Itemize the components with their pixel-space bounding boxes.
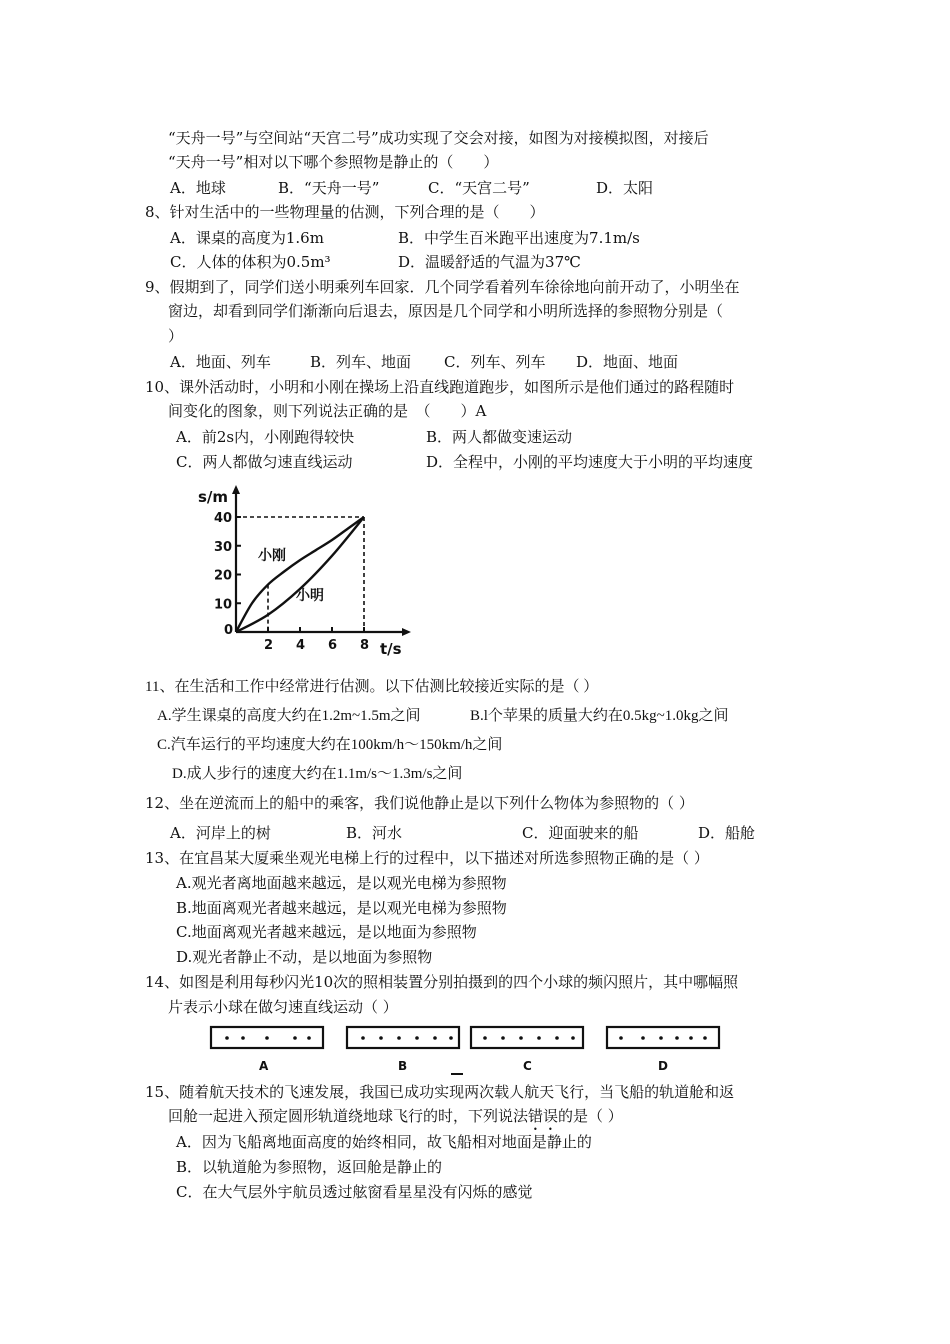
y-axis-label: s/m bbox=[198, 488, 229, 506]
ball-dot bbox=[675, 1036, 679, 1040]
q11-option-d: D.成人步行的速度大约在1.1m/s～1.3m/s之间 bbox=[172, 766, 463, 782]
ball-dot bbox=[225, 1036, 229, 1040]
q9-stem-line1: 9、假期到了，同学们送小明乘列车回家．几个同学看着列车徐徐地向前开动了，小明坐在 bbox=[145, 278, 740, 296]
strobe-photos-figure bbox=[205, 1022, 730, 1078]
q15-stem-line2-pre: 回舱一起进入预定圆形轨道绕地球飞行的时，下列说法 bbox=[168, 1107, 529, 1125]
y-tick-label: 30 bbox=[214, 539, 233, 555]
series-label-xiaogang: 小刚 bbox=[258, 548, 286, 564]
ball-dot bbox=[571, 1036, 575, 1040]
q10-stem-line2: 间变化的图象，则下列说法正确的是 （ ）A bbox=[168, 402, 487, 420]
x-tick-label: 8 bbox=[360, 638, 370, 653]
photo-c-label: C bbox=[523, 1059, 532, 1073]
q10-stem-line1: 10、课外活动时，小明和小刚在操场上沿直线跑道跑步，如图所示是他们通过的路程随时 bbox=[145, 378, 735, 396]
q13-option-a: A.观光者离地面越来越远，是以观光电梯为参照物 bbox=[176, 874, 507, 892]
q12-option-a: A．河岸上的树 bbox=[170, 824, 271, 842]
ball-dot bbox=[689, 1036, 693, 1040]
x-tick-label: 6 bbox=[328, 638, 338, 653]
q7-option-c: C．“天宫二号” bbox=[428, 179, 530, 197]
q7-stem-line1: “天舟一号”与空间站“天宫二号”成功实现了交会对接，如图为对接模拟图，对接后 bbox=[168, 129, 709, 147]
q9-option-c: C．列车、列车 bbox=[444, 353, 546, 371]
q7-option-d: D．太阳 bbox=[596, 179, 654, 197]
q13-option-c: C.地面离观光者越来越远，是以地面为参照物 bbox=[176, 923, 477, 941]
ball-dot bbox=[483, 1036, 487, 1040]
ball-dot bbox=[415, 1036, 419, 1040]
q15-stem-line1: 15、随着航天技术的飞速发展，我国已成功实现两次载人航天飞行，当飞船的轨道舱和返 bbox=[145, 1083, 735, 1101]
distance-time-graph bbox=[190, 480, 420, 665]
photo-a-label: A bbox=[259, 1059, 269, 1073]
q12-stem: 12、坐在逆流而上的船中的乘客，我们说他静止是以下列什么物体为参照物的（ ） bbox=[145, 794, 694, 812]
photo-c bbox=[471, 1027, 583, 1073]
q14-stem-line1: 14、如图是利用每秒闪光10次的照相装置分别拍摄到的四个小球的频闪照片，其中哪幅照 bbox=[145, 973, 739, 991]
ball-dot bbox=[659, 1036, 663, 1040]
q10-option-a: A．前2s内，小刚跑得较快 bbox=[176, 428, 355, 446]
q7-option-a: A．地球 bbox=[170, 179, 226, 197]
q10-option-d: D．全程中，小刚的平均速度大于小明的平均速度 bbox=[426, 453, 754, 471]
y-tick-label: 10 bbox=[214, 597, 233, 613]
q12-option-d: D．船舱 bbox=[698, 824, 756, 842]
ball-dot bbox=[293, 1036, 297, 1040]
q8-option-d: D．温暖舒适的气温为37℃ bbox=[398, 253, 581, 271]
q15-option-b: B．以轨道舱为参照物，返回舱是静止的 bbox=[176, 1158, 443, 1176]
q11-stem: 11、在生活和工作中经常进行估测。以下估测比较接近实际的是（ ） bbox=[145, 679, 599, 695]
photo-b bbox=[347, 1027, 459, 1073]
q11-option-c: C.汽车运行的平均速度大约在100km/h～150km/h之间 bbox=[157, 737, 503, 753]
ball-dot bbox=[433, 1036, 437, 1040]
ball-dot bbox=[449, 1036, 453, 1040]
y-tick-label: 40 bbox=[214, 511, 233, 526]
photo-d bbox=[607, 1027, 719, 1073]
photo-d-label: D bbox=[658, 1059, 668, 1073]
q8-option-c: C．人体的体积为0.5m³ bbox=[170, 253, 331, 271]
ball-dot bbox=[361, 1036, 365, 1040]
ball-dot bbox=[307, 1036, 311, 1040]
origin-label: 0 bbox=[224, 623, 234, 638]
x-tick-label: 2 bbox=[264, 638, 274, 653]
q14-stem-line2: 片表示小球在做匀速直线运动（ ） bbox=[168, 998, 398, 1016]
series-line-xiaogang bbox=[236, 517, 364, 632]
q15-option-a: A．因为飞船离地面高度的始终相同，故飞船相对地面是静止的 bbox=[176, 1133, 592, 1151]
photo-b-label: B bbox=[398, 1059, 408, 1073]
series-line-xiaoming bbox=[236, 517, 364, 632]
q12-option-c: C．迎面驶来的船 bbox=[522, 824, 639, 842]
q8-option-a: A．课桌的高度为1.6m bbox=[170, 229, 324, 247]
series-label-xiaoming: 小明 bbox=[296, 588, 324, 604]
q11-option-a: A.学生课桌的高度大约在1.2m~1.5m之间 bbox=[157, 708, 421, 724]
q12-option-b: B．河水 bbox=[346, 824, 403, 842]
q13-stem: 13、在宜昌某大厦乘坐观光电梯上行的过程中，以下描述对所选参照物正确的是（ ） bbox=[145, 849, 709, 867]
x-tick-label: 4 bbox=[296, 638, 306, 653]
q9-stem-line3: ） bbox=[168, 327, 184, 345]
ball-dot bbox=[619, 1036, 623, 1040]
x-axis-label: t/s bbox=[380, 640, 402, 658]
q7-option-b: B．“天舟一号” bbox=[278, 179, 380, 197]
q13-option-b: B.地面离观光者越来越远，是以观光电梯为参照物 bbox=[176, 899, 507, 917]
q9-option-a: A．地面、列车 bbox=[170, 353, 271, 371]
q11-option-b: B.l个苹果的质量大约在0.5kg~1.0kg之间 bbox=[470, 708, 729, 724]
q8-stem: 8、针对生活中的一些物理量的估测，下列合理的是（ ） bbox=[145, 203, 545, 221]
ball-dot bbox=[501, 1036, 505, 1040]
y-tick-label: 20 bbox=[214, 568, 233, 584]
ball-dot bbox=[241, 1036, 245, 1040]
q13-option-d: D.观光者静止不动，是以地面为参照物 bbox=[176, 948, 433, 966]
ball-dot bbox=[703, 1036, 707, 1040]
ball-dot bbox=[379, 1036, 383, 1040]
photo-d-frame bbox=[607, 1027, 719, 1048]
q15-stem-line2 bbox=[168, 1106, 623, 1134]
q15-emphasis-word: 错误 bbox=[528, 1107, 559, 1125]
q15-stem-line2-post: 的是（ ） bbox=[558, 1107, 623, 1125]
ball-dot bbox=[555, 1036, 559, 1040]
x-axis-arrow bbox=[402, 628, 411, 636]
ball-dot bbox=[265, 1036, 269, 1040]
q9-stem-line2: 窗边，却看到同学们渐渐向后退去，原因是几个同学和小明所选择的参照物分别是（ bbox=[168, 302, 724, 320]
q15-option-c: C．在大气层外宇航员透过舷窗看星星没有闪烁的感觉 bbox=[176, 1183, 533, 1201]
q10-option-b: B．两人都做变速运动 bbox=[426, 428, 573, 446]
ball-dot bbox=[641, 1036, 645, 1040]
ball-dot bbox=[537, 1036, 541, 1040]
y-axis-arrow bbox=[232, 485, 240, 494]
ball-dot bbox=[519, 1036, 523, 1040]
q7-stem-line2: “天舟一号”相对以下哪个参照物是静止的（ ） bbox=[168, 153, 499, 171]
q10-option-c: C．两人都做匀速直线运动 bbox=[176, 453, 353, 471]
q8-option-b: B．中学生百米跑平出速度为7.1m/s bbox=[398, 229, 640, 247]
photo-c-frame bbox=[471, 1027, 583, 1048]
photo-a bbox=[211, 1027, 323, 1073]
ball-dot bbox=[397, 1036, 401, 1040]
q9-option-b: B．列车、地面 bbox=[310, 353, 412, 371]
q9-option-d: D．地面、地面 bbox=[576, 353, 679, 371]
